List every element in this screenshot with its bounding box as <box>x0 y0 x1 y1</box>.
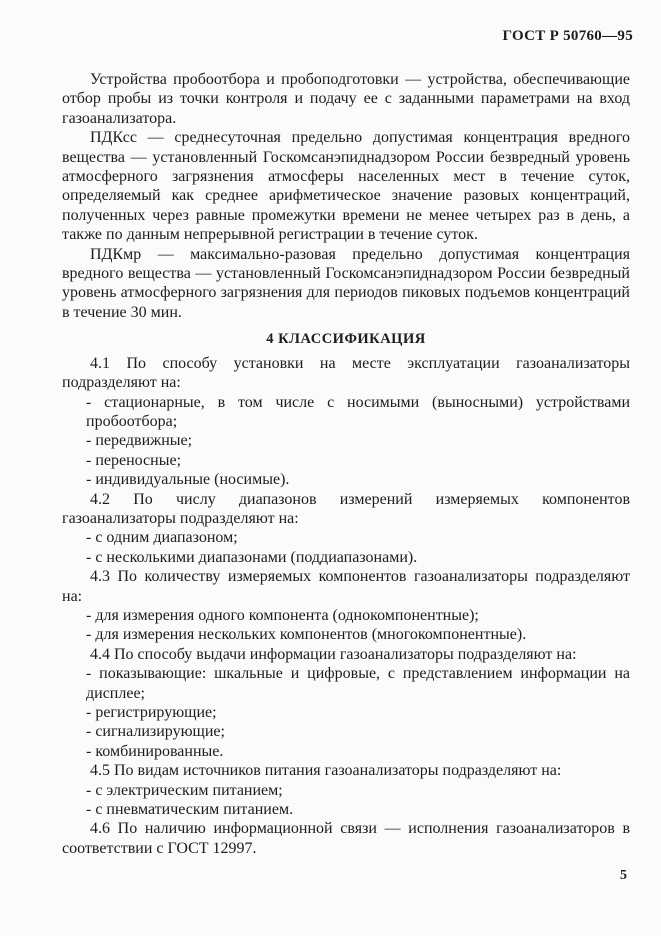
list-item: - для измерения нескольких компонентов (многокомпонентные). <box>86 626 527 644</box>
standard-header: ГОСТ Р 50760—95 <box>502 28 633 44</box>
clause-4-3: 4.3 По количеству измеряемых компонентов газоанализаторы подразделяют на: <box>62 568 630 605</box>
list-item: - передвижные; <box>86 432 193 450</box>
list-item: - переносные; <box>86 451 182 469</box>
clause-4-5: 4.5 По видам источников питания газоанализаторы подразделяют на: <box>90 762 562 780</box>
page-number: 5 <box>620 868 627 883</box>
clause-4-4: 4.4 По способу выдачи информации газоанализаторы подразделяют на: <box>90 645 577 663</box>
section-title: 4 КЛАССИФИКАЦИЯ <box>266 331 426 348</box>
list-item: - с несколькими диапазонами (поддиапазонами). <box>86 548 418 566</box>
list-item: - индивидуальные (носимые). <box>86 471 290 489</box>
paragraph-pdk-mr: ПДКмр — максимально-разовая предельно допустимая концентрация вредного вещества — установленный Госкомсанэпиднадзором России безвредный уровень атмосферного загрязнения для периодов пиковых подъемов концентраций в течение 30 мин. <box>62 245 630 321</box>
document-body <box>62 70 630 858</box>
list-item: - с одним диапазоном; <box>86 529 238 547</box>
list-item: - с пневматическим питанием. <box>86 801 294 819</box>
list-item: - для измерения одного компонента (однокомпонентные); <box>86 606 479 624</box>
list-item: - с электрическим питанием; <box>86 781 283 799</box>
list-item: - показывающие: шкальные и цифровые, с представлением информации на дисплее; <box>86 665 630 702</box>
paragraph-sampling-devices: Устройства пробоотбора и пробоподготовки — устройства, обеспечивающие отбор пробы из точки контроля и подачу ее с заданными параметрами на вход газоанализатора. <box>62 71 630 127</box>
clause-4-6: 4.6 По наличию информационной связи — исполнения газоанализаторов в соответствии с ГОСТ 12997. <box>62 820 630 857</box>
list-item: - регистрирующие; <box>86 704 217 721</box>
list-item: - стационарные, в том числе с носимыми (выносными) устройствами пробоотбора; <box>86 393 630 430</box>
list-item: - сигнализирующие; <box>86 723 225 741</box>
list-item: - комбинированные. <box>86 742 224 760</box>
clause-4-2: 4.2 По числу диапазонов измерений измеряемых компонентов газоанализаторы подразделяют на: <box>62 490 630 527</box>
paragraph-pdk-ss: ПДКсс — среднесуточная предельно допустимая концентрация вредного вещества — установленный Госкомсанэпиднадзором России безвредный уровень атмосферного загрязнения атмосферы населенных мест в течение суток, определяемый как среднее арифметическое значение разовых концентраций, полученных через равные промежутки времени не менее четырех раз в день, а также по данным непрерывной регистрации в течение суток. <box>62 129 630 244</box>
clause-4-1: 4.1 По способу установки на месте эксплуатации газоанализаторы подразделяют на: <box>62 354 630 392</box>
